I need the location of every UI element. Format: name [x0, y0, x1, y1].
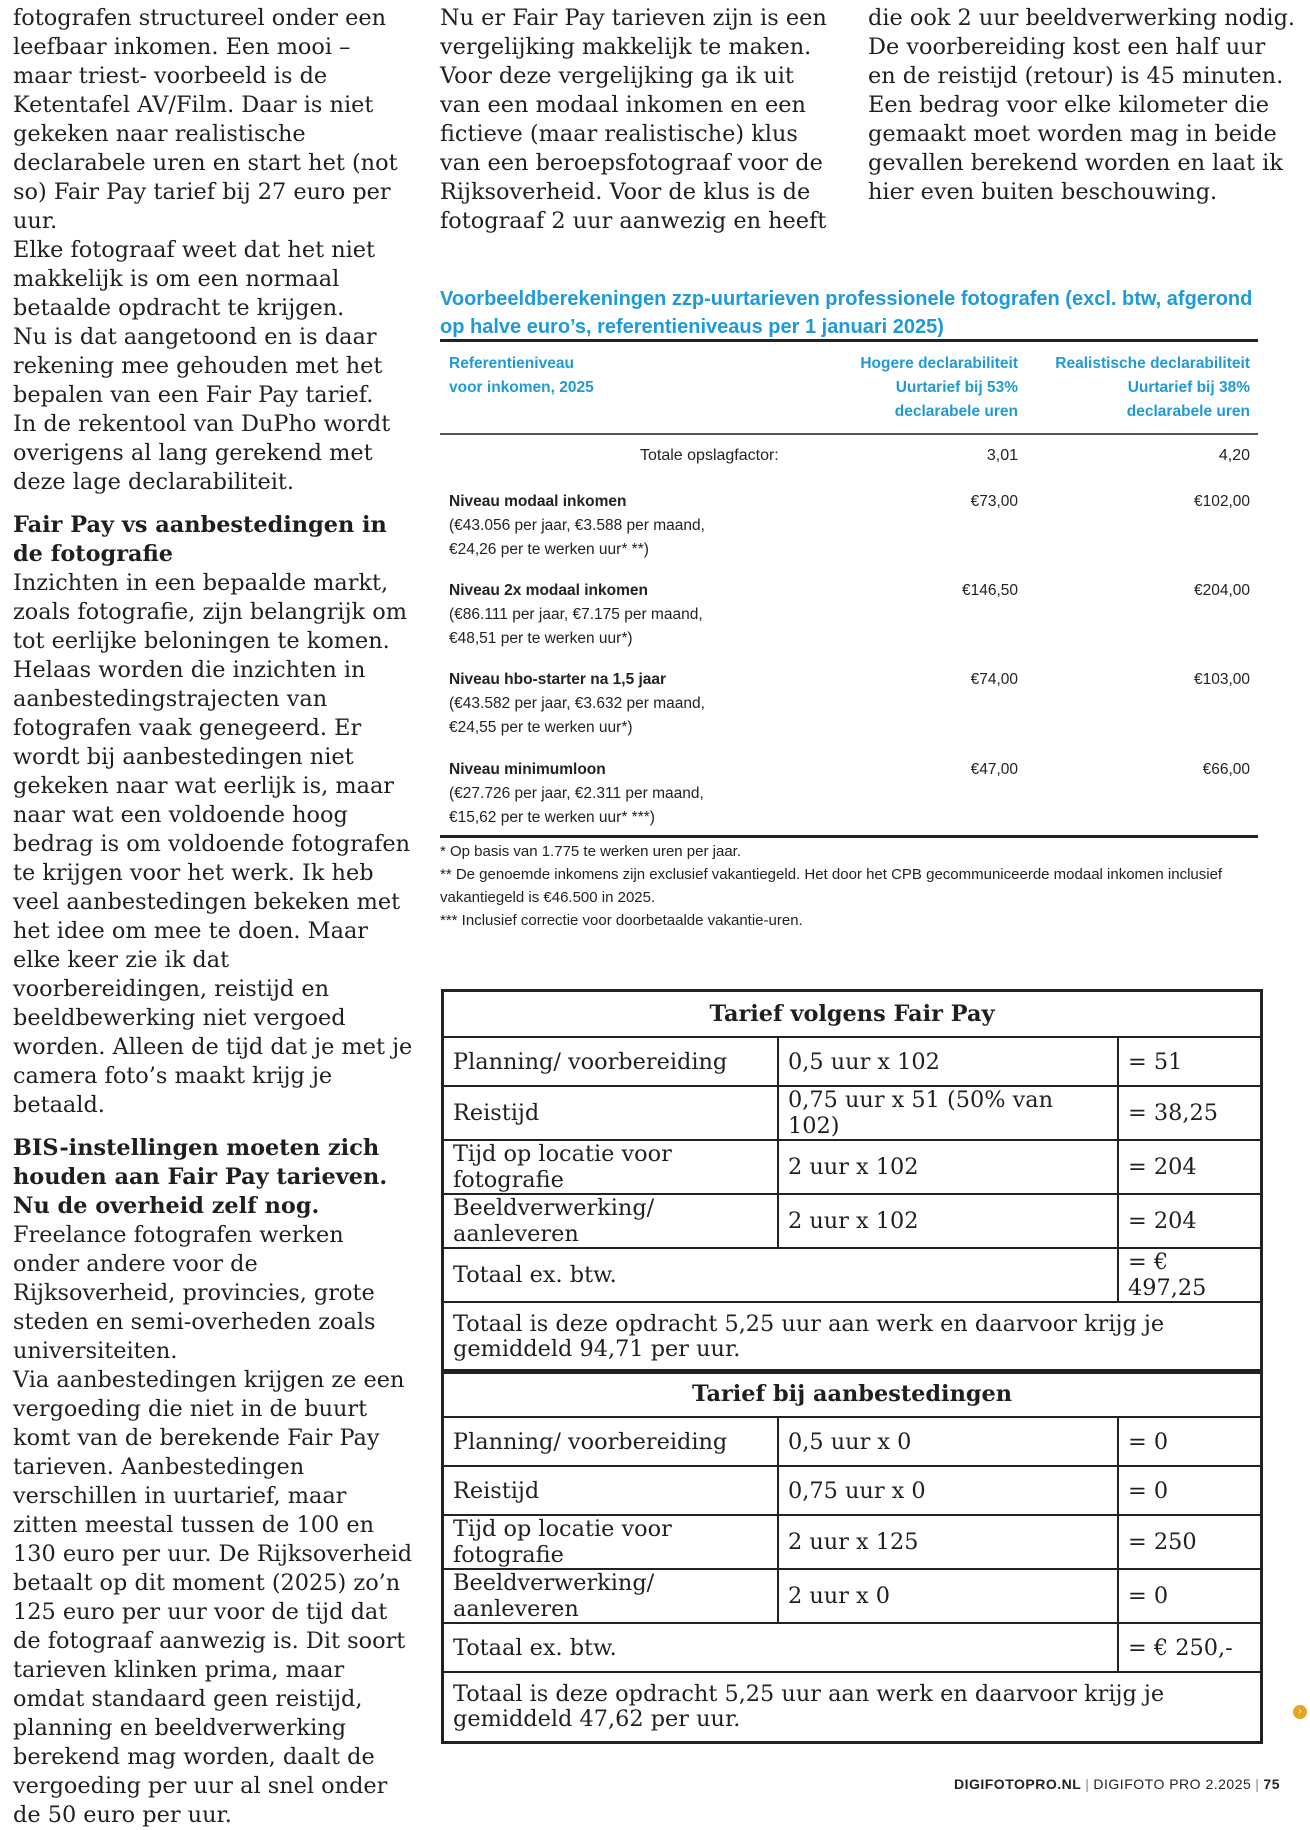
continue-marker-icon: ›: [1293, 1705, 1307, 1719]
paragraph: die ook 2 uur beeldverwerking nodig. De voorbereiding kost een half uur en de reistijd (retour) is 45 minuten. Een bedrag voor elke kilometer die gemaakt moet worden mag in beide gevallen berekend worden en laat ik hier even buiten beschouwing.: [868, 5, 1296, 205]
ref-value-high: €74,00: [970, 671, 1018, 688]
ref-value-realistic: €103,00: [1193, 671, 1250, 688]
ref-col-header-level: Referentieniveau voor inkomen, 2025: [449, 355, 594, 396]
paragraph: In de rekentool van DuPho wordt overigens al lang gerekend met deze lage declarabiliteit.: [13, 411, 391, 495]
article-column-2: [440, 4, 840, 236]
factor-label: Totale opslagfactor:: [640, 447, 779, 464]
total-row: Totaal ex. btw. = € 497,25: [443, 1248, 1262, 1302]
paragraph: Via aanbestedingen krijgen ze een vergoeding die niet in de buurt komt van de berekende Fair Pay tarieven. Aanbestedingen verschillen in uurtarief, maar zitten meestal tussen de 100 en 130 euro per uur. De Rijksoverheid betaalt op dit moment (2025) zo’n 125 euro per uur voor de tijd dat de fotograaf aanwezig is. Dit soort tarieven klinken prima, maar omdat standaard geen reistijd, planning en beeldverwerking berekend mag worden, daalt de vergoeding per uur al snel onder de 50 euro per uur.: [13, 1367, 413, 1828]
article-column-3: [868, 4, 1298, 207]
table-row: Tijd op locatie voor fotografie 2 uur x 125 = 250: [443, 1515, 1262, 1569]
reference-table-title: Voorbeeldberekeningen zzp-uurtarieven professionele fotografen (excl. btw, afgerond op halve euro’s, referentieniveaus per 1 januari 2025): [440, 288, 1253, 338]
section-heading: Fair Pay vs aanbestedingen in de fotografie: [13, 512, 387, 567]
paragraph: Nu er Fair Pay tarieven zijn is een vergelijking makkelijk te maken. Voor deze vergelijking ga ik uit van een modaal inkomen en een fictieve (maar realistische) klus van een beroepsfotograaf voor de Rijksoverheid. Voor de klus is de fotograaf 2 uur aanwezig en heeft: [440, 5, 827, 234]
footnotes: [440, 840, 1260, 932]
section-heading: BIS-instellingen moeten zich houden aan Fair Pay tarieven. Nu de overheid zelf nog.: [13, 1135, 388, 1219]
paragraph: fotografen structureel onder een leefbaar inkomen. Een mooi – maar triest- voorbeeld is de Ketentafel AV/Film. Daar is niet gekeken naar realistische declarabele uren en start het (not so) Fair Pay tarief bij 27 euro per uur.: [13, 5, 398, 234]
ref-value-realistic: €66,00: [1202, 761, 1250, 778]
page-number: 75: [1263, 1776, 1280, 1792]
footer-site: DIGIFOTOPRO.NL: [953, 1776, 1082, 1792]
table-title: Tarief bij aanbestedingen: [443, 1371, 1262, 1418]
ref-row-minimumloon: Niveau minimumloon (€27.726 per jaar, €2.311 per maand, €15,62 per te werken uur* ***): [449, 761, 704, 826]
ref-value-high: €146,50: [961, 582, 1018, 599]
fairpay-table: [441, 989, 1263, 1374]
article-column-1: [13, 4, 413, 1830]
footnote: *** Inclusief correctie voor doorbetaalde vakantie-uren.: [440, 912, 803, 929]
summary-row: Totaal is deze opdracht 5,25 uur aan werk en daarvoor krijg je gemiddeld 47,62 per uur.: [443, 1672, 1262, 1743]
paragraph: Freelance fotografen werken onder andere voor de Rijksoverheid, provincies, grote steden en semi-overheden zoals universiteiten.: [13, 1222, 376, 1364]
footnote: ** De genoemde inkomens zijn exclusief vakantiegeld. Het door het CPB gecommuniceerde modaal inkomen inclusief vakantiegeld is €46.500 in 2025.: [440, 866, 1223, 906]
table-row: Reistijd 0,75 uur x 51 (50% van 102) = 38,25: [443, 1086, 1262, 1140]
ref-col-header-high: Hogere declarabiliteit Uurtarief bij 53% declarabele uren: [860, 355, 1018, 420]
ref-row-hbo-starter: Niveau hbo-starter na 1,5 jaar (€43.582 per jaar, €3.632 per maand, €24,55 per te werken uur*): [449, 671, 705, 736]
footnote: * Op basis van 1.775 te werken uren per jaar.: [440, 843, 742, 860]
table-row: Planning/ voorbereiding 0,5 uur x 0 = 0: [443, 1417, 1262, 1466]
table-row: Planning/ voorbereiding 0,5 uur x 102 = 51: [443, 1037, 1262, 1086]
divider: [440, 835, 1258, 838]
summary-row: Totaal is deze opdracht 5,25 uur aan werk en daarvoor krijg je gemiddeld 94,71 per uur.: [443, 1302, 1262, 1373]
page-footer: DIGIFOTOPRO.NL | DIGIFOTO PRO 2.2025 | 75: [953, 1776, 1280, 1792]
paragraph: Nu is dat aangetoond en is daar rekening mee gehouden met het bepalen van een Fair Pay tarief.: [13, 324, 383, 408]
ref-value-high: €73,00: [970, 493, 1018, 510]
ref-value-realistic: €102,00: [1193, 493, 1250, 510]
total-row: Totaal ex. btw. = € 250,-: [443, 1623, 1262, 1672]
table-row: Tijd op locatie voor fotografie 2 uur x 102 = 204: [443, 1140, 1262, 1194]
table-row: Reistijd 0,75 uur x 0 = 0: [443, 1466, 1262, 1515]
divider: [440, 339, 1258, 342]
ref-col-header-realistic: Realistische declarabiliteit Uurtarief bij 38% declarabele uren: [1055, 355, 1250, 420]
ref-value-realistic: €204,00: [1193, 582, 1250, 599]
paragraph: Inzichten in een bepaalde markt, zoals fotografie, zijn belangrijk om tot eerlijke beloningen te komen. Helaas worden die inzichten in aanbestedingstrajecten van fotografen vaak genegeerd. Er wordt bij aanbestedingen niet gekeken naar wat eerlijk is, maar naar wat een voldoende hoog bedrag is om voldoende fotografen te krijgen voor het werk. Ik heb veel aanbestedingen bekeken met het idee om mee te doen. Maar elke keer zie ik dat voorbereidingen, reistijd en beeldbewerking niet vergoed worden. Alleen de tijd dat je met je camera foto’s maakt krijg je betaald.: [13, 570, 413, 1118]
paragraph: Elke fotograaf weet dat het niet makkelijk is om een normaal betaalde opdracht te krijgen.: [13, 237, 376, 321]
divider: [440, 433, 1258, 435]
table-row: Beeldverwerking/ aanleveren 2 uur x 0 = 0: [443, 1569, 1262, 1623]
table-title: Tarief volgens Fair Pay: [443, 991, 1262, 1038]
ref-row-modaal: Niveau modaal inkomen (€43.056 per jaar, €3.588 per maand, €24,26 per te werken uur* **): [449, 493, 705, 558]
tender-table: [441, 1369, 1263, 1744]
footer-issue: DIGIFOTO PRO 2.2025: [1093, 1776, 1252, 1792]
ref-value-high: €47,00: [970, 761, 1018, 778]
ref-row-2x-modaal: Niveau 2x modaal inkomen (€86.111 per jaar, €7.175 per maand, €48,51 per te werken uur*): [449, 582, 703, 647]
factor-realistic: 4,20: [1218, 447, 1250, 464]
table-row: Beeldverwerking/ aanleveren 2 uur x 102 = 204: [443, 1194, 1262, 1248]
factor-high: 3,01: [986, 447, 1018, 464]
